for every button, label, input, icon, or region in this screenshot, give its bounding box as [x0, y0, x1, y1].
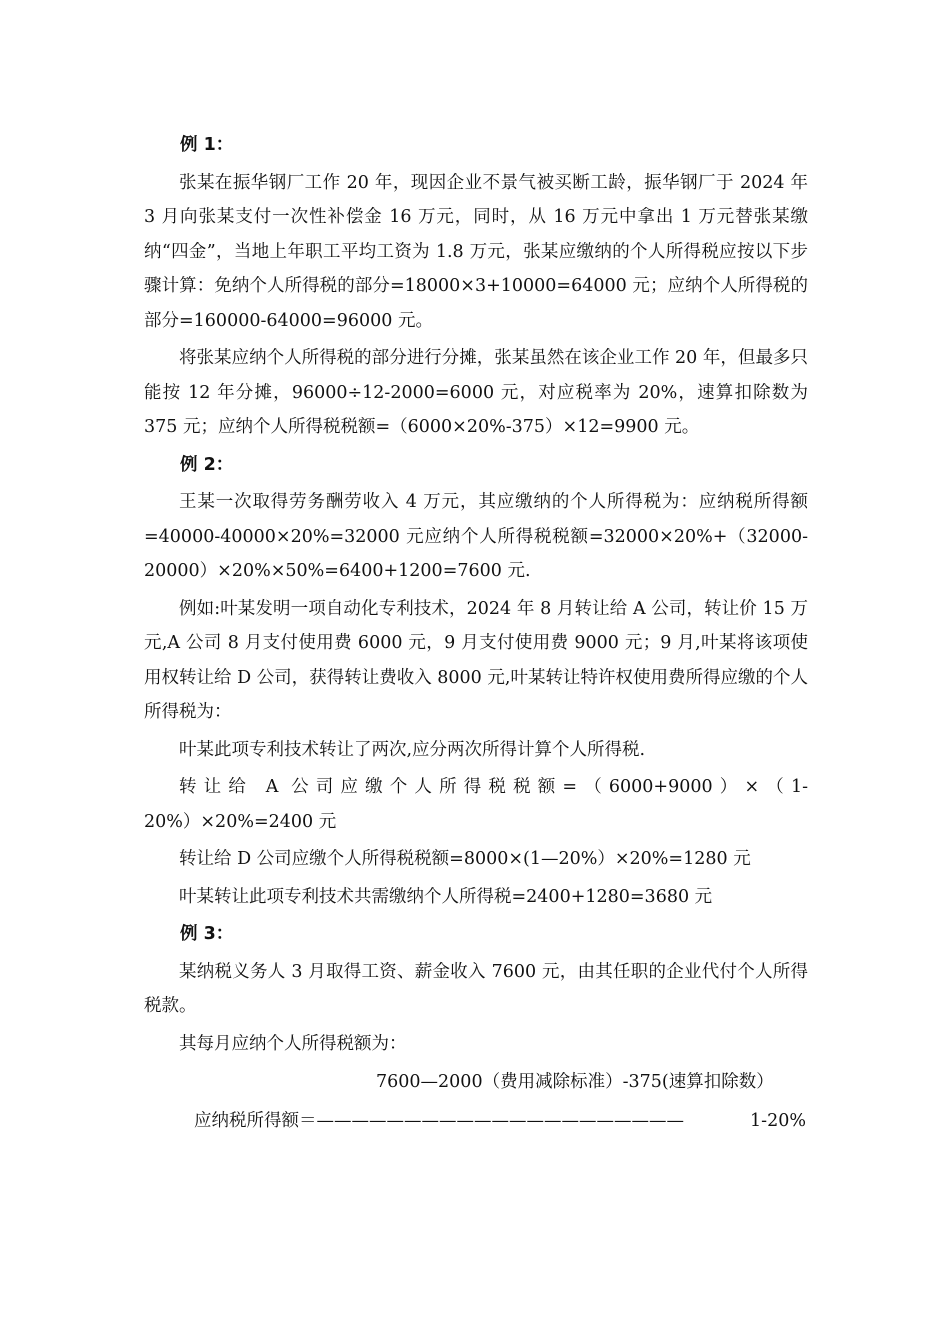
example-3-paragraph-2: 其每月应纳个人所得税额为：: [179, 1033, 407, 1054]
example-1-paragraph-1: 张某在振华钢厂工作 20 年，现因企业不景气被买断工龄，振华钢厂于 2024 年 3 月向张某支付一次性补偿金 16 万元，同时，从 16 万元中拿出 1 万元替张某缴纳“四金”，当地上年职工平均工资为 1.8 万元，张某应缴纳的个人所得税应按以下步骤计算：免纳个人所得税的部分=18000×3+10000=64000 元；应纳个人所得税的部分=160000-64000=96000 元。: [144, 172, 808, 331]
example-1-paragraph-2: 将张某应纳个人所得税的部分进行分摊，张某虽然在该企业工作 20 年，但最多只能按 12 年分摊，96000÷12-2000=6000 元，对应税率为 20%，速算扣除数为 375 元；应纳个人所得税税额=（6000×20%-375）×12=9900 元。: [144, 348, 808, 437]
formula-row: [144, 1104, 808, 1144]
document-page: [144, 128, 808, 1144]
example-2-paragraph-5: 转让给 D 公司应缴个人所得税税额=8000×(1—20%）×20%=1280 元: [179, 849, 751, 869]
example-3-heading: 例 3：: [180, 924, 234, 944]
example-1-heading: 例 1：: [180, 135, 234, 155]
example-3-paragraph-1: 某纳税义务人 3 月取得工资、薪金收入 7600 元，由其任职的企业代付个人所得税款。: [144, 961, 808, 1016]
formula-label: 应纳税所得额＝—————————————————————: [194, 1110, 684, 1131]
example-2-paragraph-2: 例如:叶某发明一项自动化专利技术，2024 年 8 月转让给 A 公司，转让价 15 万元,A 公司 8 月支付使用费 6000 元，9 月支付使用费 9000 元；9 月,叶某将该项使用权转让给 D 公司，获得转让费收入 8000 元,叶某转让特许权使用费所得应缴的个人所得税为：: [144, 598, 808, 722]
example-2-paragraph-4-line-2: 20%）×20%=2400 元: [144, 811, 337, 832]
formula-numerator: 7600—2000（费用减除标准）-375(速算扣除数）: [376, 1072, 774, 1092]
example-2-heading: 例 2：: [180, 454, 234, 475]
formula-denominator: 1-20%: [750, 1110, 806, 1131]
example-2-paragraph-3: 叶某此项专利技术转让了两次,应分两次所得计算个人所得税.: [179, 739, 646, 760]
example-2-paragraph-4-line-1: 转让给 A 公司应缴个人所得税税额=（6000+9000）×（1-: [179, 777, 808, 797]
example-2-paragraph-6: 叶某转让此项专利技术共需缴纳个人所得税=2400+1280=3680 元: [179, 886, 713, 907]
example-2-paragraph-1: 王某一次取得劳务酬劳收入 4 万元，其应缴纳的个人所得税为：应纳税所得额=40000-40000×20%=32000 元应纳个人所得税税额=32000×20%+（32000-20000）×20%×50%=6400+1200=7600 元.: [144, 492, 808, 581]
